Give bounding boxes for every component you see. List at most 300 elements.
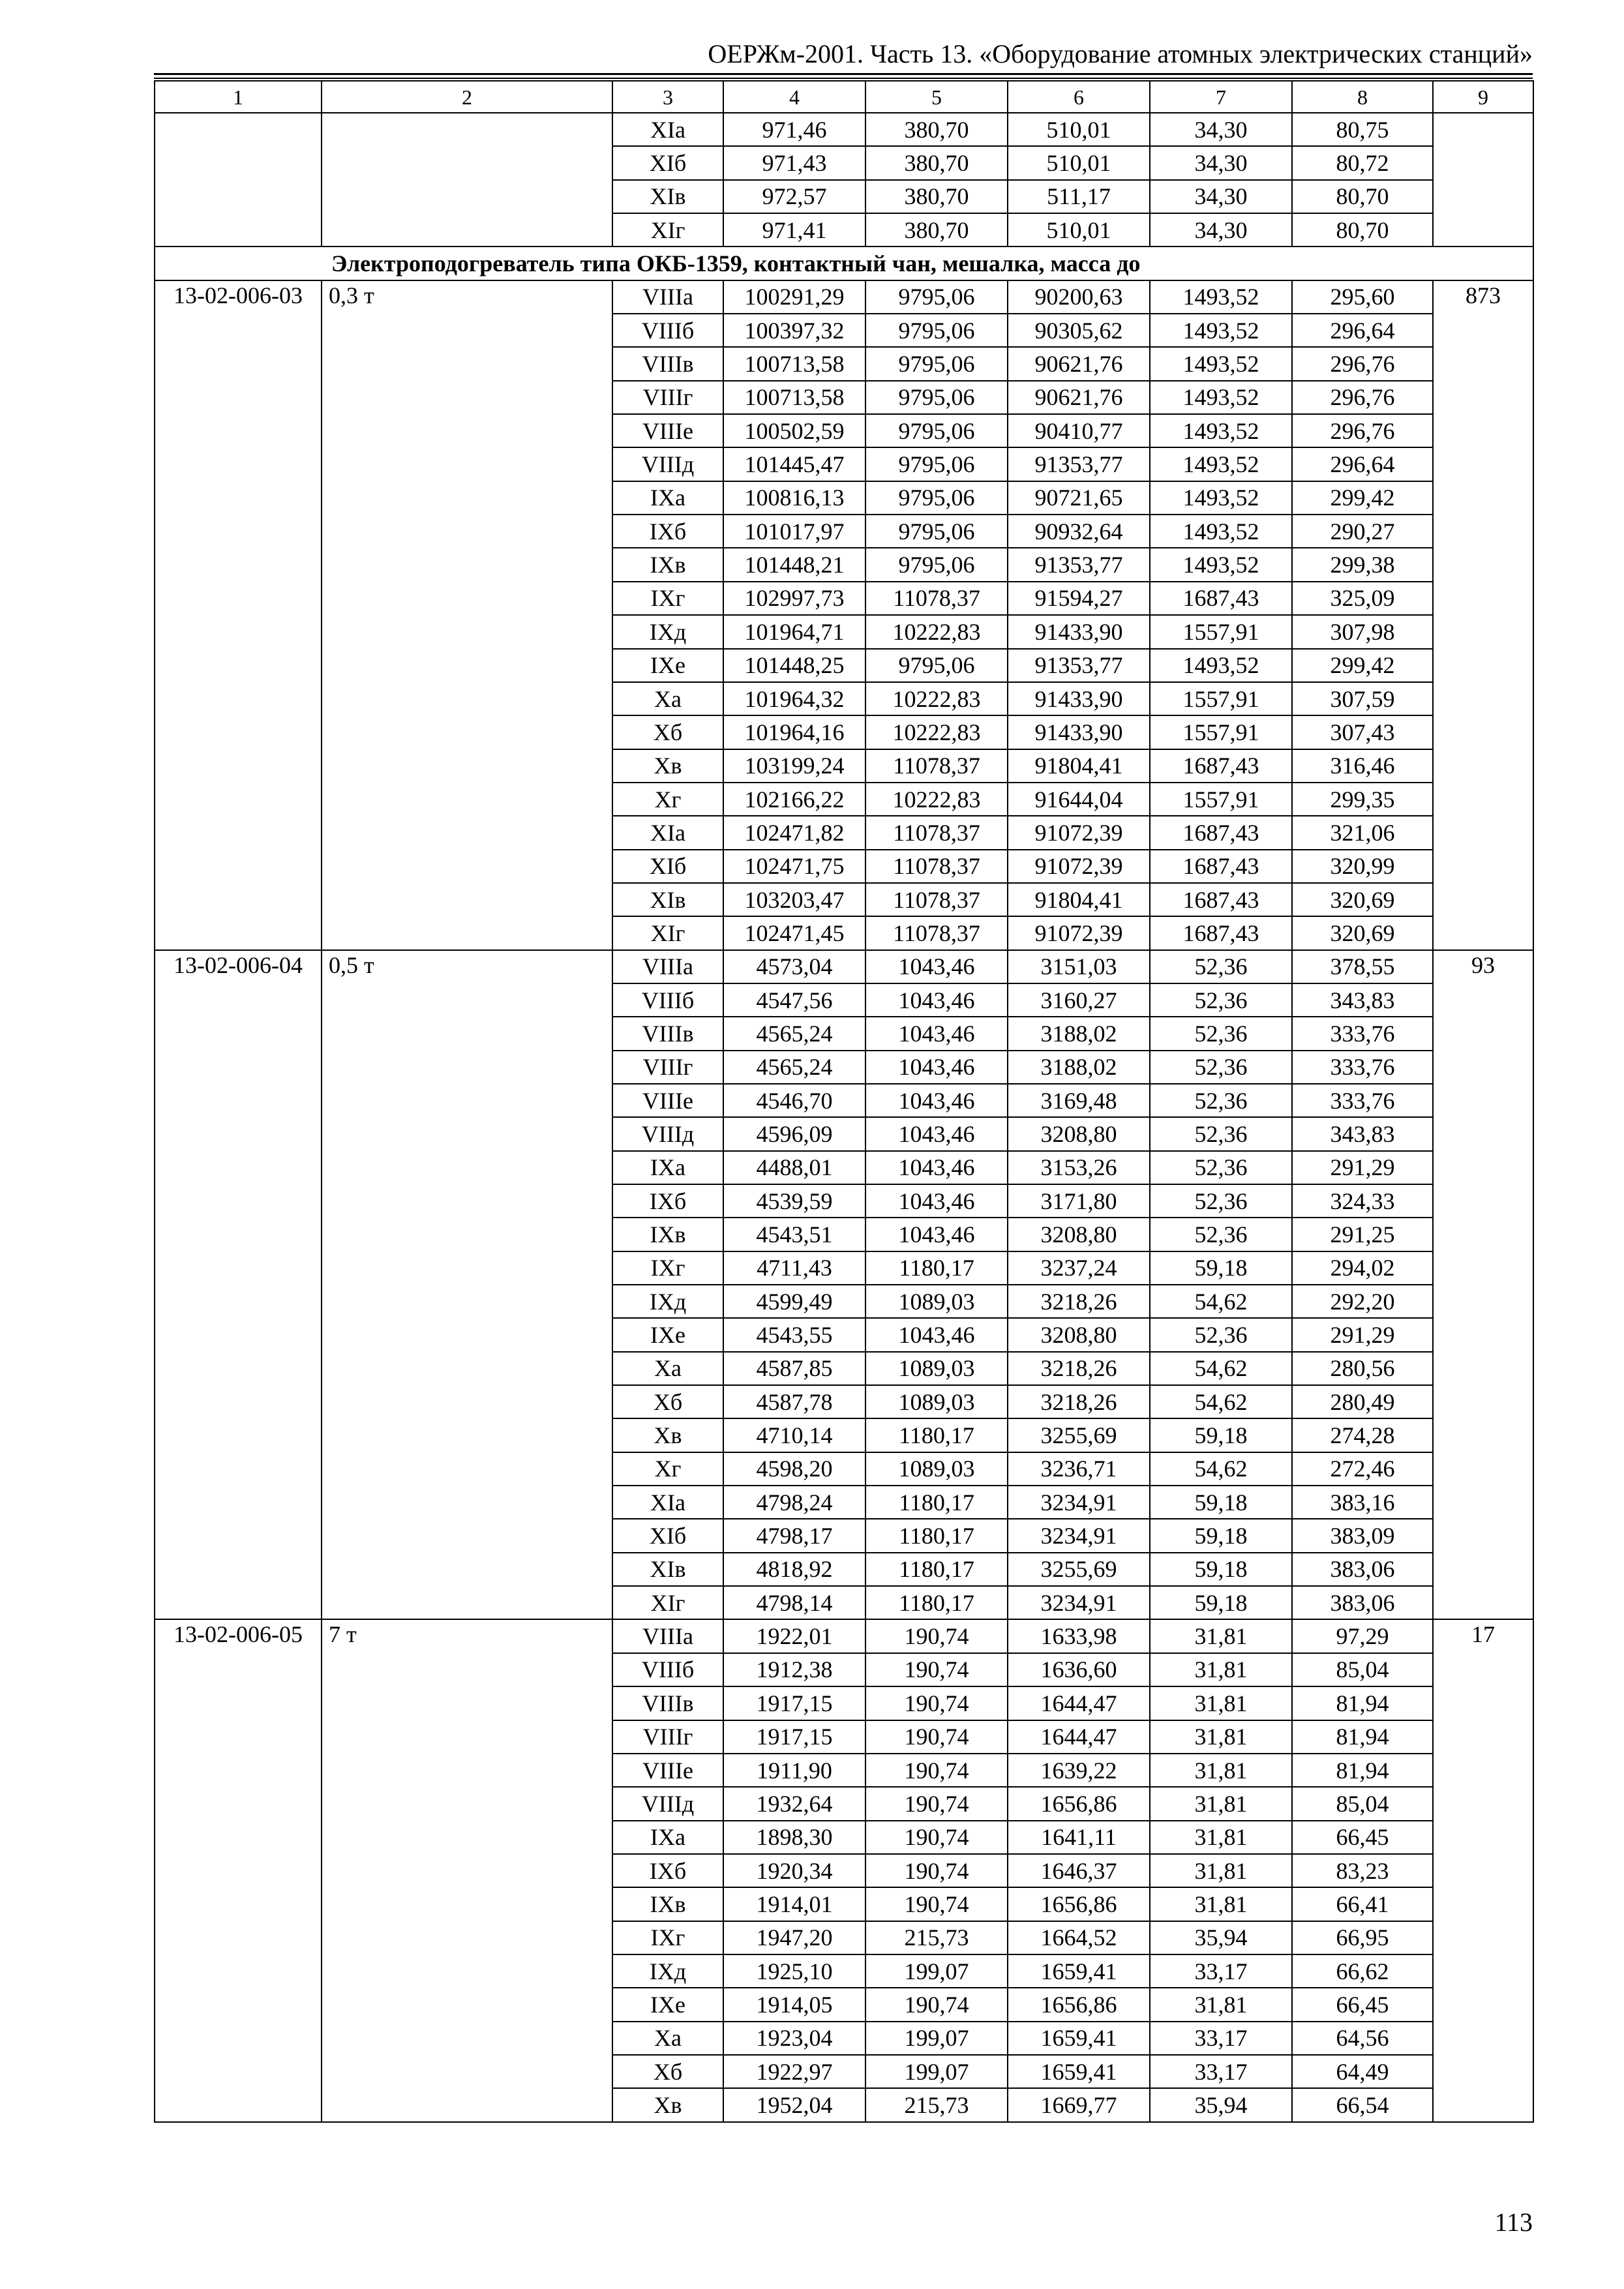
value-cell: 100816,13 xyxy=(723,481,865,515)
value-cell: VIIIд xyxy=(612,447,723,481)
value-cell: 102166,22 xyxy=(723,783,865,816)
value-cell: 101964,71 xyxy=(723,615,865,648)
value-cell: 10222,83 xyxy=(865,783,1008,816)
norm-cell: 93 xyxy=(1433,950,1533,1620)
value-cell: 1687,43 xyxy=(1150,749,1292,783)
value-cell: 1914,05 xyxy=(723,1988,865,2021)
value-cell: XIб xyxy=(612,146,723,179)
value-cell: 52,36 xyxy=(1150,1117,1292,1150)
column-number: 3 xyxy=(612,81,723,113)
value-cell: 11078,37 xyxy=(865,749,1008,783)
value-cell: 91353,77 xyxy=(1008,447,1150,481)
value-cell: 971,46 xyxy=(723,113,865,146)
value-cell: 34,30 xyxy=(1150,213,1292,247)
value-cell: 378,55 xyxy=(1292,950,1433,983)
value-cell: 35,94 xyxy=(1150,1921,1292,1954)
mass-cell: 7 т xyxy=(322,1619,612,2121)
table-row xyxy=(155,950,1533,983)
value-cell: VIIIв xyxy=(612,1686,723,1720)
name-cell xyxy=(322,113,612,247)
value-cell: 972,57 xyxy=(723,180,865,213)
value-cell: IXв xyxy=(612,1887,723,1921)
value-cell: Xа xyxy=(612,682,723,715)
value-cell: 54,62 xyxy=(1150,1352,1292,1385)
value-cell: 1917,15 xyxy=(723,1686,865,1720)
value-cell: 383,06 xyxy=(1292,1586,1433,1619)
value-cell: 1656,86 xyxy=(1008,1988,1150,2021)
value-cell: 1932,64 xyxy=(723,1787,865,1820)
value-cell: 9795,06 xyxy=(865,649,1008,682)
value-cell: Xв xyxy=(612,749,723,783)
value-cell: 320,99 xyxy=(1292,850,1433,883)
page-header: ОЕРЖм-2001. Часть 13. «Оборудование атомных электрических станций» xyxy=(708,39,1533,68)
value-cell: 91804,41 xyxy=(1008,883,1150,916)
value-cell: 33,17 xyxy=(1150,2055,1292,2088)
value-cell: 10222,83 xyxy=(865,615,1008,648)
value-cell: IXд xyxy=(612,615,723,648)
value-cell: 296,64 xyxy=(1292,314,1433,347)
value-cell: 511,17 xyxy=(1008,180,1150,213)
value-cell: 52,36 xyxy=(1150,1218,1292,1251)
value-cell: 11078,37 xyxy=(865,816,1008,849)
value-cell: 1043,46 xyxy=(865,1218,1008,1251)
value-cell: 1180,17 xyxy=(865,1553,1008,1586)
column-number: 4 xyxy=(723,81,865,113)
value-cell: 1659,41 xyxy=(1008,2055,1150,2088)
value-cell: 11078,37 xyxy=(865,883,1008,916)
value-cell: 324,33 xyxy=(1292,1184,1433,1218)
section-title: Электроподогреватель типа ОКБ-1359, контактный чан, мешалка, масса до xyxy=(331,250,1141,277)
value-cell: 34,30 xyxy=(1150,146,1292,179)
value-cell: 1557,91 xyxy=(1150,783,1292,816)
value-cell: 34,30 xyxy=(1150,113,1292,146)
value-cell: VIIIв xyxy=(612,1017,723,1050)
value-cell: IXб xyxy=(612,1184,723,1218)
value-cell: 316,46 xyxy=(1292,749,1433,783)
value-cell: 1043,46 xyxy=(865,950,1008,983)
value-cell: Xб xyxy=(612,715,723,749)
value-cell: 31,81 xyxy=(1150,1787,1292,1820)
value-cell: 971,43 xyxy=(723,146,865,179)
value-cell: 296,64 xyxy=(1292,447,1433,481)
value-cell: XIб xyxy=(612,1519,723,1552)
value-cell: 3208,80 xyxy=(1008,1117,1150,1150)
value-cell: 3169,48 xyxy=(1008,1084,1150,1117)
value-cell: 59,18 xyxy=(1150,1519,1292,1552)
value-cell: 4798,24 xyxy=(723,1486,865,1519)
header-rule xyxy=(154,73,1533,75)
value-cell: 1043,46 xyxy=(865,1318,1008,1351)
value-cell: 10222,83 xyxy=(865,682,1008,715)
value-cell: 4543,55 xyxy=(723,1318,865,1351)
value-cell: 333,76 xyxy=(1292,1084,1433,1117)
value-cell: 52,36 xyxy=(1150,983,1292,1017)
value-cell: 294,02 xyxy=(1292,1251,1433,1285)
value-cell: 296,76 xyxy=(1292,414,1433,447)
value-cell: 320,69 xyxy=(1292,883,1433,916)
value-cell: 34,30 xyxy=(1150,180,1292,213)
value-cell: 1636,60 xyxy=(1008,1653,1150,1686)
value-cell: 90932,64 xyxy=(1008,515,1150,548)
value-cell: 59,18 xyxy=(1150,1251,1292,1285)
value-cell: XIа xyxy=(612,816,723,849)
value-cell: 1043,46 xyxy=(865,1051,1008,1084)
value-cell: 1656,86 xyxy=(1008,1787,1150,1820)
value-cell: IXг xyxy=(612,1251,723,1285)
value-cell: 1089,03 xyxy=(865,1452,1008,1486)
value-cell: Xа xyxy=(612,1352,723,1385)
value-cell: 1043,46 xyxy=(865,983,1008,1017)
value-cell: 91072,39 xyxy=(1008,916,1150,950)
value-cell: 100397,32 xyxy=(723,314,865,347)
value-cell: VIIIг xyxy=(612,1720,723,1754)
value-cell: 90410,77 xyxy=(1008,414,1150,447)
value-cell: 59,18 xyxy=(1150,1553,1292,1586)
value-cell: 325,09 xyxy=(1292,582,1433,615)
value-cell: XIв xyxy=(612,1553,723,1586)
value-cell: 383,06 xyxy=(1292,1553,1433,1586)
value-cell: 299,38 xyxy=(1292,548,1433,581)
value-cell: 85,04 xyxy=(1292,1653,1433,1686)
value-cell: 1922,01 xyxy=(723,1619,865,1653)
value-cell: 52,36 xyxy=(1150,1051,1292,1084)
table-row xyxy=(155,280,1533,314)
value-cell: IXв xyxy=(612,548,723,581)
value-cell: 66,45 xyxy=(1292,1821,1433,1854)
value-cell: 4596,09 xyxy=(723,1117,865,1150)
value-cell: Xа xyxy=(612,2022,723,2055)
value-cell: IXе xyxy=(612,649,723,682)
value-cell: 54,62 xyxy=(1150,1385,1292,1418)
value-cell: 1493,52 xyxy=(1150,548,1292,581)
value-cell: 333,76 xyxy=(1292,1051,1433,1084)
column-number: 1 xyxy=(155,81,322,113)
value-cell: 3218,26 xyxy=(1008,1385,1150,1418)
value-cell: XIг xyxy=(612,1586,723,1619)
section-row xyxy=(155,247,1533,280)
value-cell: Xб xyxy=(612,1385,723,1418)
value-cell: 215,73 xyxy=(865,2088,1008,2121)
value-cell: 1644,47 xyxy=(1008,1686,1150,1720)
value-cell: IXа xyxy=(612,1151,723,1184)
value-cell: VIIIе xyxy=(612,1754,723,1787)
column-number: 5 xyxy=(865,81,1008,113)
value-cell: 321,06 xyxy=(1292,816,1433,849)
value-cell: 4798,17 xyxy=(723,1519,865,1552)
value-cell: 4587,85 xyxy=(723,1352,865,1385)
value-cell: 10222,83 xyxy=(865,715,1008,749)
value-cell: IXг xyxy=(612,1921,723,1954)
mass-cell: 0,3 т xyxy=(322,280,612,950)
norm-cell: 17 xyxy=(1433,1619,1533,2121)
value-cell: 3234,91 xyxy=(1008,1486,1150,1519)
value-cell: 1493,52 xyxy=(1150,447,1292,481)
value-cell: 380,70 xyxy=(865,146,1008,179)
section-title-cell xyxy=(155,247,1533,280)
mass-cell: 0,5 т xyxy=(322,950,612,1620)
value-cell: Xг xyxy=(612,783,723,816)
value-cell: XIг xyxy=(612,213,723,247)
value-cell: 291,25 xyxy=(1292,1218,1433,1251)
value-cell: 101448,25 xyxy=(723,649,865,682)
value-cell: 1043,46 xyxy=(865,1017,1008,1050)
value-cell: 307,59 xyxy=(1292,682,1433,715)
value-cell: 1646,37 xyxy=(1008,1854,1150,1887)
code-cell: 13-02-006-03 xyxy=(155,280,322,950)
value-cell: 3188,02 xyxy=(1008,1017,1150,1050)
value-cell: 1089,03 xyxy=(865,1385,1008,1418)
value-cell: 1917,15 xyxy=(723,1720,865,1754)
value-cell: 9795,06 xyxy=(865,447,1008,481)
value-cell: 299,42 xyxy=(1292,481,1433,515)
value-cell: 52,36 xyxy=(1150,1184,1292,1218)
value-cell: 307,43 xyxy=(1292,715,1433,749)
value-cell: 102471,75 xyxy=(723,850,865,883)
value-cell: Xг xyxy=(612,1452,723,1486)
value-cell: 91644,04 xyxy=(1008,783,1150,816)
value-cell: 100713,58 xyxy=(723,347,865,380)
value-cell: 1043,46 xyxy=(865,1184,1008,1218)
code-cell: 13-02-006-04 xyxy=(155,950,322,1620)
column-number: 6 xyxy=(1008,81,1150,113)
value-cell: 1656,86 xyxy=(1008,1887,1150,1921)
value-cell: 291,29 xyxy=(1292,1151,1433,1184)
value-cell: 97,29 xyxy=(1292,1619,1433,1653)
value-cell: 292,20 xyxy=(1292,1285,1433,1318)
value-cell: 1180,17 xyxy=(865,1418,1008,1452)
value-cell: XIв xyxy=(612,883,723,916)
value-cell: 1923,04 xyxy=(723,2022,865,2055)
value-cell: 1633,98 xyxy=(1008,1619,1150,1653)
norm-cell xyxy=(1433,113,1533,247)
value-cell: VIIIб xyxy=(612,314,723,347)
value-cell: 66,45 xyxy=(1292,1988,1433,2021)
value-cell: 91433,90 xyxy=(1008,682,1150,715)
value-cell: 190,74 xyxy=(865,1821,1008,1854)
value-cell: 3218,26 xyxy=(1008,1352,1150,1385)
value-cell: VIIIа xyxy=(612,950,723,983)
value-cell: 1687,43 xyxy=(1150,850,1292,883)
value-cell: 1911,90 xyxy=(723,1754,865,1787)
value-cell: 64,49 xyxy=(1292,2055,1433,2088)
value-cell: IXв xyxy=(612,1218,723,1251)
value-cell: VIIIг xyxy=(612,381,723,414)
value-cell: VIIIб xyxy=(612,1653,723,1686)
table-row xyxy=(155,1619,1533,1653)
value-cell: 102471,82 xyxy=(723,816,865,849)
value-cell: 4573,04 xyxy=(723,950,865,983)
value-cell: 4565,24 xyxy=(723,1017,865,1050)
value-cell: 1493,52 xyxy=(1150,347,1292,380)
value-cell: XIа xyxy=(612,1486,723,1519)
value-cell: 91072,39 xyxy=(1008,816,1150,849)
value-cell: 4598,20 xyxy=(723,1452,865,1486)
value-cell: 190,74 xyxy=(865,1787,1008,1820)
value-cell: IXб xyxy=(612,515,723,548)
column-number: 8 xyxy=(1292,81,1433,113)
value-cell: Xв xyxy=(612,1418,723,1452)
value-cell: 31,81 xyxy=(1150,1854,1292,1887)
value-cell: 103199,24 xyxy=(723,749,865,783)
value-cell: 3208,80 xyxy=(1008,1318,1150,1351)
value-cell: 4547,56 xyxy=(723,983,865,1017)
value-cell: 190,74 xyxy=(865,1619,1008,1653)
value-cell: 90621,76 xyxy=(1008,347,1150,380)
value-cell: 3188,02 xyxy=(1008,1051,1150,1084)
value-cell: VIIIа xyxy=(612,1619,723,1653)
value-cell: 31,81 xyxy=(1150,1988,1292,2021)
value-cell: XIа xyxy=(612,113,723,146)
value-cell: 190,74 xyxy=(865,1720,1008,1754)
value-cell: 31,81 xyxy=(1150,1686,1292,1720)
value-cell: 9795,06 xyxy=(865,381,1008,414)
value-cell: 11078,37 xyxy=(865,916,1008,950)
value-cell: 295,60 xyxy=(1292,280,1433,314)
value-cell: 510,01 xyxy=(1008,113,1150,146)
value-cell: 3237,24 xyxy=(1008,1251,1150,1285)
value-cell: 11078,37 xyxy=(865,582,1008,615)
value-cell: IXб xyxy=(612,1854,723,1887)
value-cell: 280,56 xyxy=(1292,1352,1433,1385)
value-cell: 1180,17 xyxy=(865,1519,1008,1552)
value-cell: 1043,46 xyxy=(865,1151,1008,1184)
value-cell: VIIIе xyxy=(612,1084,723,1117)
value-cell: 3255,69 xyxy=(1008,1553,1150,1586)
value-cell: 80,72 xyxy=(1292,146,1433,179)
value-cell: 3151,03 xyxy=(1008,950,1150,983)
value-cell: 1952,04 xyxy=(723,2088,865,2121)
value-cell: 100713,58 xyxy=(723,381,865,414)
value-cell: 80,70 xyxy=(1292,180,1433,213)
value-cell: 296,76 xyxy=(1292,381,1433,414)
value-cell: 59,18 xyxy=(1150,1486,1292,1519)
value-cell: 1920,34 xyxy=(723,1854,865,1887)
value-cell: 4798,14 xyxy=(723,1586,865,1619)
value-cell: 100502,59 xyxy=(723,414,865,447)
value-cell: 3171,80 xyxy=(1008,1184,1150,1218)
value-cell: 33,17 xyxy=(1150,1954,1292,1988)
value-cell: 52,36 xyxy=(1150,950,1292,983)
column-number: 7 xyxy=(1150,81,1292,113)
value-cell: IXд xyxy=(612,1285,723,1318)
table-row xyxy=(155,113,1533,146)
value-cell: 101964,16 xyxy=(723,715,865,749)
value-cell: XIг xyxy=(612,916,723,950)
value-cell: 1089,03 xyxy=(865,1352,1008,1385)
value-cell: 1914,01 xyxy=(723,1887,865,1921)
value-cell: 3236,71 xyxy=(1008,1452,1150,1486)
value-cell: 1493,52 xyxy=(1150,515,1292,548)
value-cell: VIIIг xyxy=(612,1051,723,1084)
column-number: 2 xyxy=(322,81,612,113)
value-cell: 66,41 xyxy=(1292,1887,1433,1921)
value-cell: 272,46 xyxy=(1292,1452,1433,1486)
value-cell: 52,36 xyxy=(1150,1318,1292,1351)
value-cell: 1043,46 xyxy=(865,1117,1008,1150)
header-rule xyxy=(154,78,1533,79)
value-cell: 102997,73 xyxy=(723,582,865,615)
value-cell: 1043,46 xyxy=(865,1084,1008,1117)
value-cell: 1898,30 xyxy=(723,1821,865,1854)
value-cell: 9795,06 xyxy=(865,347,1008,380)
value-cell: 101448,21 xyxy=(723,548,865,581)
value-cell: 31,81 xyxy=(1150,1887,1292,1921)
value-cell: IXа xyxy=(612,1821,723,1854)
price-table xyxy=(154,80,1534,2123)
value-cell: Xв xyxy=(612,2088,723,2121)
value-cell: 190,74 xyxy=(865,1854,1008,1887)
value-cell: 91804,41 xyxy=(1008,749,1150,783)
value-cell: 296,76 xyxy=(1292,347,1433,380)
value-cell: IXг xyxy=(612,582,723,615)
value-cell: 4565,24 xyxy=(723,1051,865,1084)
value-cell: 190,74 xyxy=(865,1887,1008,1921)
value-cell: 3255,69 xyxy=(1008,1418,1150,1452)
value-cell: 307,98 xyxy=(1292,615,1433,648)
value-cell: 4818,92 xyxy=(723,1553,865,1586)
value-cell: 1687,43 xyxy=(1150,582,1292,615)
value-cell: 299,35 xyxy=(1292,783,1433,816)
value-cell: 54,62 xyxy=(1150,1452,1292,1486)
value-cell: 190,74 xyxy=(865,1754,1008,1787)
value-cell: VIIIе xyxy=(612,414,723,447)
value-cell: 1922,97 xyxy=(723,2055,865,2088)
value-cell: 102471,45 xyxy=(723,916,865,950)
value-cell: 80,75 xyxy=(1292,113,1433,146)
value-cell: 4488,01 xyxy=(723,1151,865,1184)
value-cell: 3234,91 xyxy=(1008,1519,1150,1552)
value-cell: 90305,62 xyxy=(1008,314,1150,347)
value-cell: 9795,06 xyxy=(865,515,1008,548)
value-cell: 9795,06 xyxy=(865,481,1008,515)
value-cell: 101017,97 xyxy=(723,515,865,548)
value-cell: 1687,43 xyxy=(1150,816,1292,849)
column-number-row xyxy=(155,81,1533,113)
value-cell: 1557,91 xyxy=(1150,615,1292,648)
value-cell: 103203,47 xyxy=(723,883,865,916)
value-cell: 9795,06 xyxy=(865,280,1008,314)
value-cell: 31,81 xyxy=(1150,1653,1292,1686)
value-cell: 1493,52 xyxy=(1150,649,1292,682)
value-cell: 510,01 xyxy=(1008,146,1150,179)
value-cell: 1639,22 xyxy=(1008,1754,1150,1787)
value-cell: 101964,32 xyxy=(723,682,865,715)
value-cell: 11078,37 xyxy=(865,850,1008,883)
value-cell: 971,41 xyxy=(723,213,865,247)
value-cell: 299,42 xyxy=(1292,649,1433,682)
value-cell: 199,07 xyxy=(865,2055,1008,2088)
value-cell: 83,23 xyxy=(1292,1854,1433,1887)
value-cell: IXд xyxy=(612,1954,723,1988)
value-cell: 64,56 xyxy=(1292,2022,1433,2055)
value-cell: 80,70 xyxy=(1292,213,1433,247)
value-cell: 4587,78 xyxy=(723,1385,865,1418)
value-cell: 81,94 xyxy=(1292,1720,1433,1754)
value-cell: 199,07 xyxy=(865,2022,1008,2055)
value-cell: 4546,70 xyxy=(723,1084,865,1117)
value-cell: 31,81 xyxy=(1150,1754,1292,1787)
value-cell: 1180,17 xyxy=(865,1486,1008,1519)
value-cell: 274,28 xyxy=(1292,1418,1433,1452)
value-cell: Xб xyxy=(612,2055,723,2088)
value-cell: 91072,39 xyxy=(1008,850,1150,883)
value-cell: 52,36 xyxy=(1150,1017,1292,1050)
value-cell: 52,36 xyxy=(1150,1084,1292,1117)
value-cell: 3234,91 xyxy=(1008,1586,1150,1619)
value-cell: 3208,80 xyxy=(1008,1218,1150,1251)
value-cell: VIIIд xyxy=(612,1117,723,1150)
value-cell: 59,18 xyxy=(1150,1586,1292,1619)
